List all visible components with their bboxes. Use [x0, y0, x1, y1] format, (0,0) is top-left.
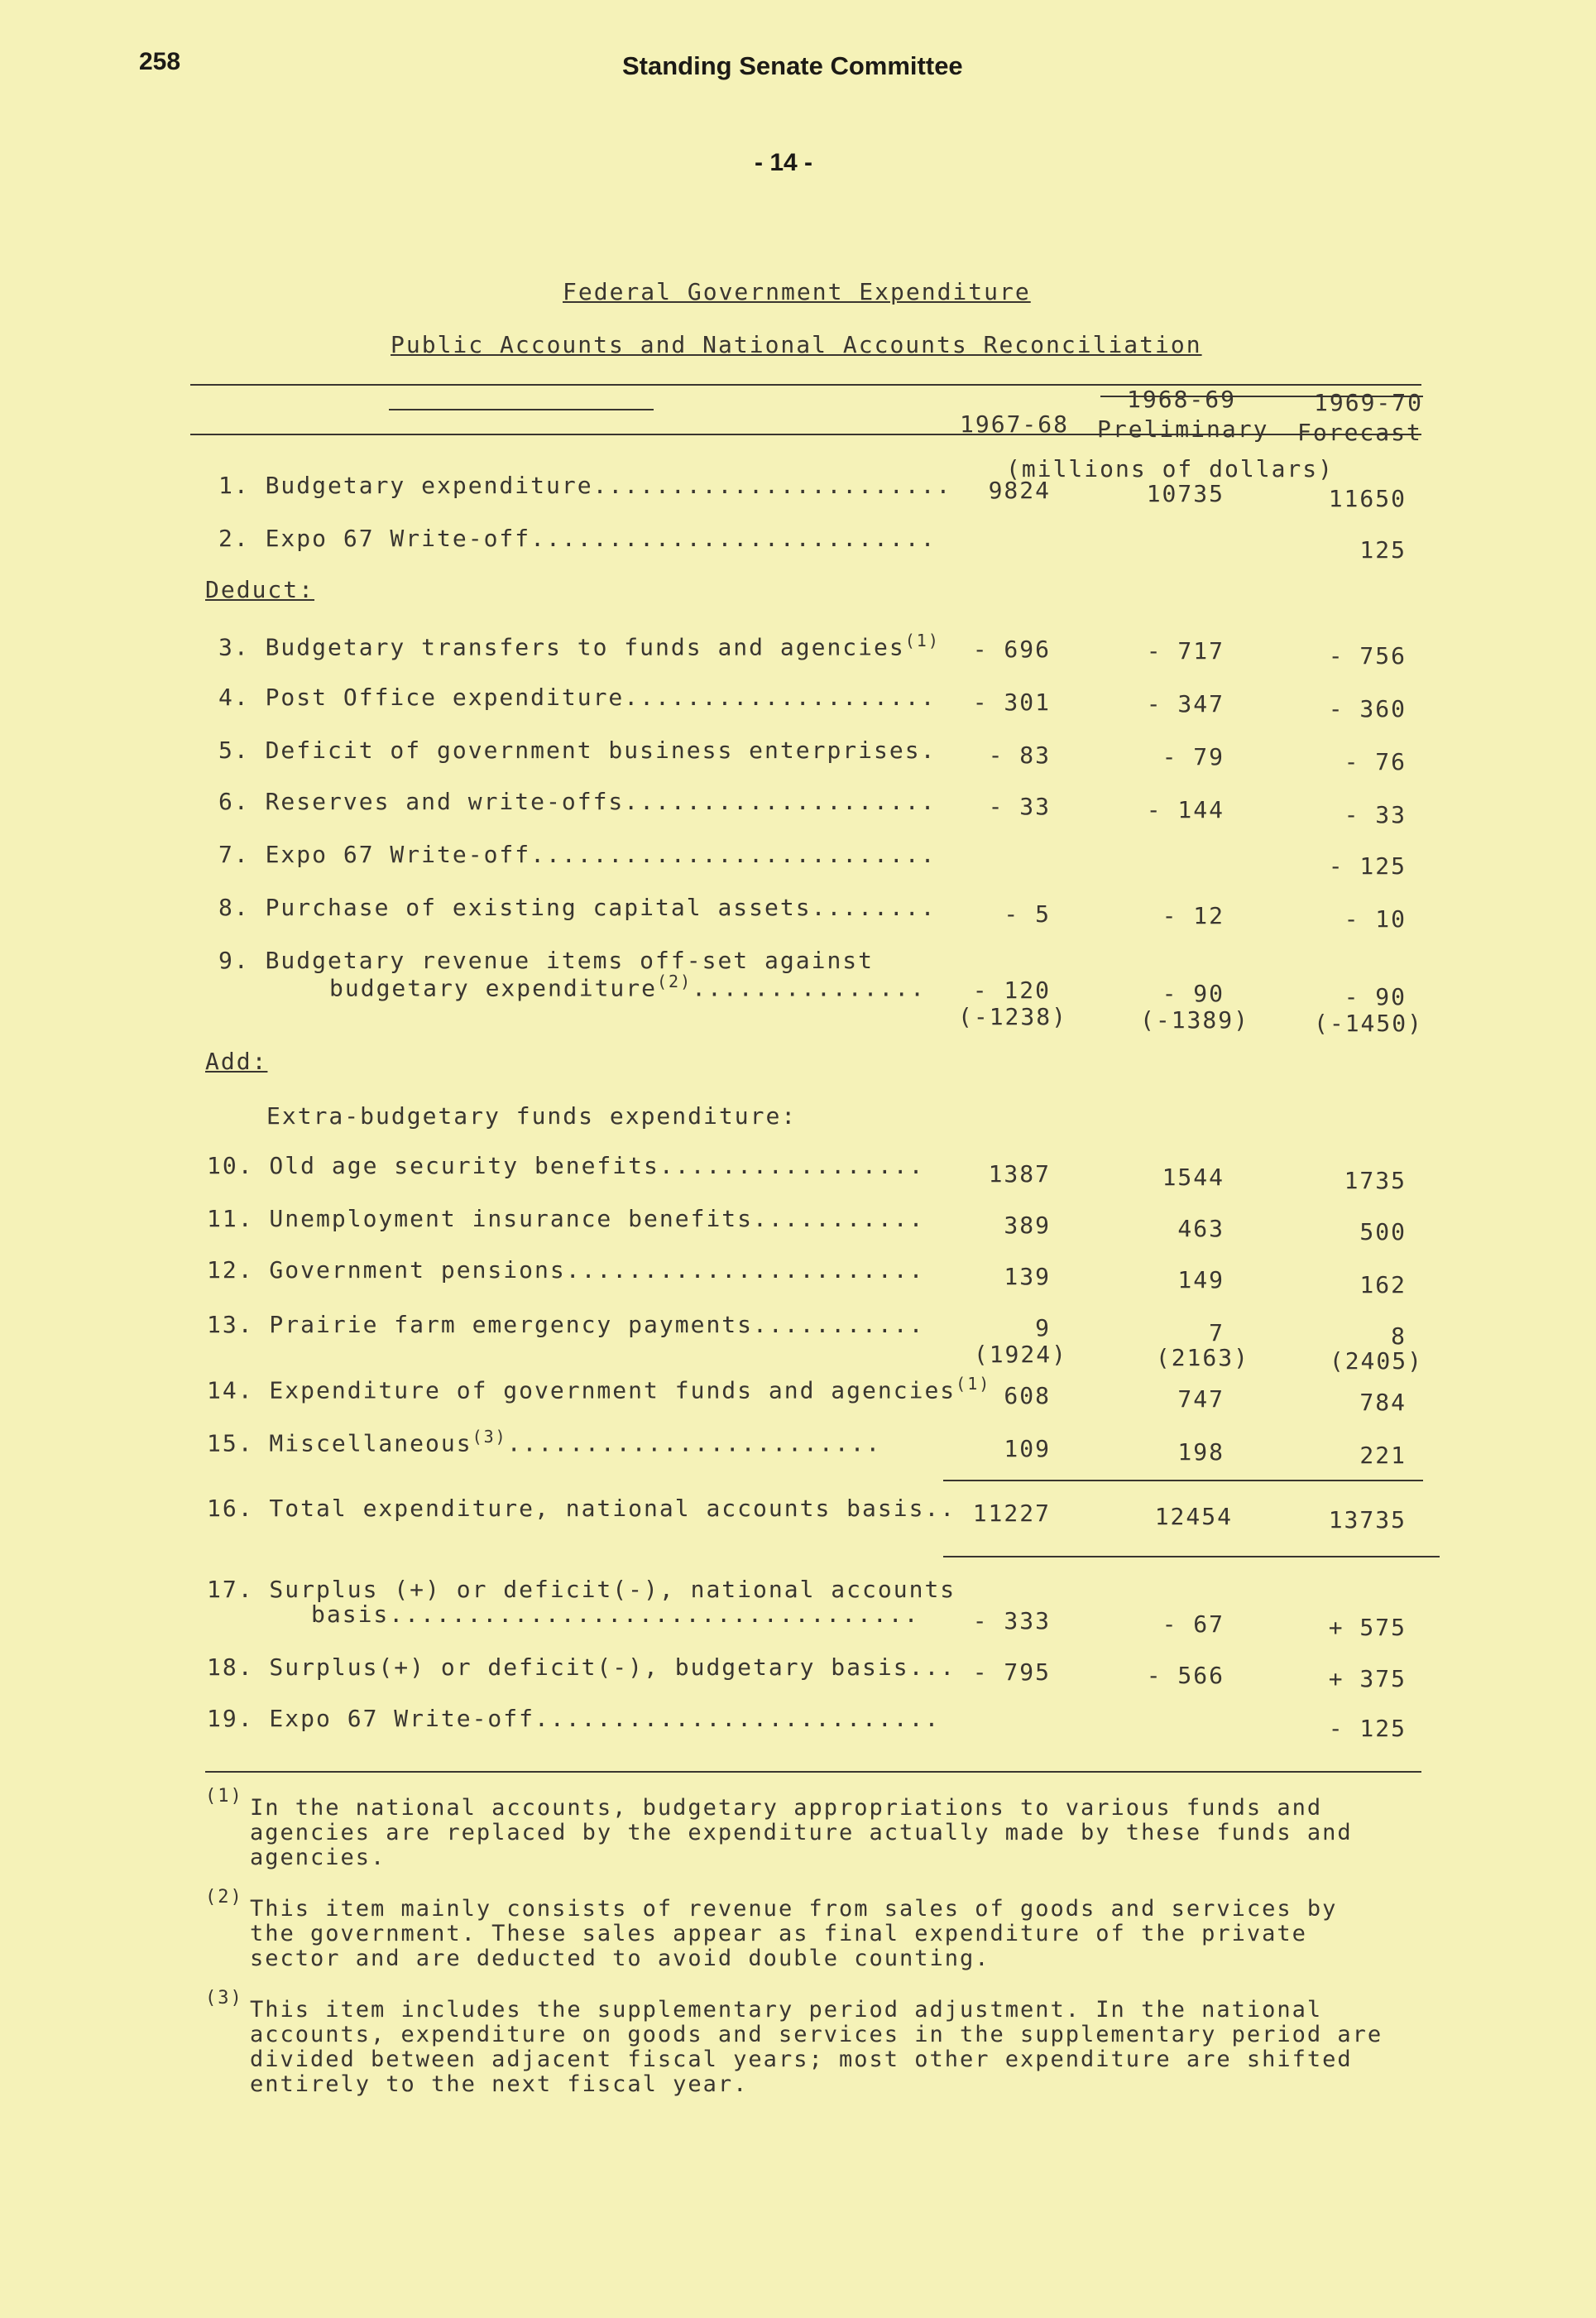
- row-18-v1: - 795: [972, 1658, 1051, 1686]
- section-extra-budgetary: Extra-budgetary funds expenditure:: [266, 1102, 798, 1130]
- row-11-label: 11. Unemployment insurance benefits...........: [207, 1205, 925, 1232]
- footnote-2-mark: (2): [205, 1887, 243, 1908]
- row-1-v3: 11650: [1328, 485, 1407, 512]
- sheet-number: - 14 -: [755, 149, 813, 176]
- row-17-label-cont: basis..................................: [311, 1601, 920, 1628]
- row-9-v1: - 120: [972, 977, 1051, 1004]
- row-17-v1: - 333: [972, 1607, 1051, 1634]
- row-13-label: 13. Prairie farm emergency payments...........: [207, 1311, 925, 1338]
- row-16-v3: 13735: [1328, 1506, 1407, 1533]
- row-1-v2: 10735: [1146, 480, 1225, 507]
- row-8-v1: - 5: [1004, 900, 1051, 928]
- row-12-v1: 139: [1004, 1263, 1051, 1290]
- row-6-v3: - 33: [1344, 801, 1407, 828]
- col3-year: 1969-70: [1314, 389, 1424, 416]
- row-2-label: 2. Expo 67 Write-off..........................: [218, 525, 937, 552]
- row-1-label: 1. Budgetary expenditure.......................: [218, 472, 952, 499]
- footnote-1-text: In the national accounts, budgetary appropriations to various funds and agencies are replaced by the expenditure actually made by these funds and agencies.: [250, 1795, 1353, 1870]
- col1-year: 1967-68: [960, 410, 1070, 438]
- row-18-label: 18. Surplus(+) or deficit(-), budgetary basis...: [207, 1653, 956, 1681]
- row-17-v2: - 67: [1162, 1610, 1225, 1638]
- row-4-label: 4. Post Office expenditure....................: [218, 684, 937, 711]
- section-add: Add:: [205, 1048, 268, 1075]
- row-5-label: 5. Deficit of government business enterprises.: [218, 737, 937, 764]
- row-4-v1: - 301: [972, 689, 1051, 716]
- row-19-label: 19. Expo 67 Write-off..........................: [207, 1705, 941, 1732]
- rule-top: [190, 384, 1421, 386]
- subtotal-add-2: (2163): [1155, 1344, 1249, 1371]
- footnote-3-text: This item includes the supplementary period adjustment. In the national accounts, expenditure on goods and services in the supplementary period are divided between adjacent fiscal years; most other expenditure are shifted entirely to the next fiscal year.: [250, 1997, 1383, 2097]
- row-4-v2: - 347: [1146, 690, 1225, 717]
- row-14-v3: 784: [1359, 1389, 1407, 1416]
- row-15-v3: 221: [1359, 1442, 1407, 1469]
- rule-label-header: [389, 409, 654, 410]
- row-9-v3: - 90: [1344, 983, 1407, 1010]
- row-11-v1: 389: [1004, 1212, 1051, 1239]
- col2-label: Preliminary: [1097, 415, 1269, 443]
- row-3-v3: - 756: [1328, 642, 1407, 669]
- row-19-v3: - 125: [1328, 1715, 1407, 1742]
- footnote-2-text: This item mainly consists of revenue from sales of goods and services by the government. These sales appear as final expenditure of the private sector and are deducted to avoid double counting.: [250, 1896, 1338, 1971]
- row-17-v3: + 575: [1328, 1614, 1407, 1641]
- row-4-v3: - 360: [1328, 695, 1407, 722]
- row-16-v2: 12454: [1154, 1503, 1233, 1530]
- row-8-v3: - 10: [1344, 905, 1407, 933]
- row-13-v1: 9: [1035, 1314, 1051, 1341]
- subtotal-add-1: (1924): [973, 1341, 1067, 1368]
- row-9-label: 9. Budgetary revenue items off-set against: [218, 947, 875, 974]
- row-14-label: 14. Expenditure of government funds and agencies$^{(1)}$: [207, 1374, 991, 1404]
- running-title: Standing Senate Committee: [622, 51, 963, 80]
- rule-total-bottom: [943, 1556, 1440, 1557]
- footnote-3-mark: (3): [205, 1988, 243, 2008]
- table-subtitle: Public Accounts and National Accounts Reconciliation: [391, 331, 1202, 358]
- row-11-v3: 500: [1359, 1218, 1407, 1245]
- row-12-v3: 162: [1359, 1271, 1407, 1298]
- row-6-v2: - 144: [1146, 796, 1225, 823]
- row-3-label: 3. Budgetary transfers to funds and agencies$^{(1)}$: [218, 631, 940, 661]
- row-15-v1: 109: [1004, 1435, 1051, 1462]
- row-3-v2: - 717: [1146, 637, 1225, 665]
- row-10-v3: 1735: [1344, 1167, 1407, 1194]
- col2-year: 1968-69: [1127, 386, 1237, 413]
- row-9-v2: - 90: [1162, 980, 1225, 1007]
- subtotal-add-3: (2405): [1329, 1347, 1423, 1375]
- row-10-label: 10. Old age security benefits.................: [207, 1152, 925, 1179]
- row-11-v2: 463: [1177, 1215, 1225, 1242]
- row-15-v2: 198: [1177, 1438, 1225, 1466]
- row-7-v3: - 125: [1328, 852, 1407, 880]
- row-14-v1: 608: [1004, 1382, 1051, 1409]
- row-5-v2: - 79: [1162, 743, 1225, 770]
- row-17-label: 17. Surplus (+) or deficit(-), national accounts: [207, 1576, 956, 1603]
- row-8-v2: - 12: [1162, 902, 1225, 929]
- row-13-v2: 7: [1209, 1319, 1225, 1346]
- row-5-v1: - 83: [988, 741, 1051, 769]
- row-18-v2: - 566: [1146, 1662, 1225, 1689]
- row-2-v3: 125: [1359, 536, 1407, 564]
- table-title: Federal Government Expenditure: [563, 278, 1031, 305]
- row-10-v2: 1544: [1162, 1164, 1225, 1191]
- row-6-label: 6. Reserves and write-offs....................: [218, 788, 937, 815]
- row-6-v1: - 33: [988, 793, 1051, 820]
- row-1-v1: 9824: [988, 477, 1051, 504]
- subtotal-deduct-2: (-1389): [1139, 1006, 1249, 1034]
- col3-label: Forecast: [1297, 419, 1422, 446]
- row-10-v1: 1387: [988, 1160, 1051, 1188]
- row-3-v1: - 696: [972, 636, 1051, 663]
- row-14-v2: 747: [1177, 1385, 1225, 1413]
- row-12-label: 12. Government pensions.......................: [207, 1256, 925, 1284]
- units-label: (millions of dollars): [1006, 455, 1335, 482]
- rule-footnotes: [205, 1771, 1421, 1773]
- row-16-v1: 11227: [972, 1500, 1051, 1527]
- subtotal-deduct-1: (-1238): [957, 1003, 1067, 1030]
- row-9-label-cont: budgetary expenditure$^{(2)}$...............: [329, 972, 927, 1002]
- row-12-v2: 149: [1177, 1266, 1225, 1293]
- row-16-label: 16. Total expenditure, national accounts basis..: [207, 1495, 956, 1522]
- rule-total-top: [943, 1480, 1423, 1481]
- page-number: 258: [139, 48, 181, 75]
- row-13-v3: 8: [1391, 1322, 1407, 1350]
- section-deduct: Deduct:: [205, 576, 315, 603]
- row-15-label: 15. Miscellaneous$^{(3)}$........................: [207, 1427, 882, 1457]
- subtotal-deduct-3: (-1450): [1313, 1010, 1423, 1037]
- row-8-label: 8. Purchase of existing capital assets........: [218, 894, 937, 921]
- row-5-v3: - 76: [1344, 748, 1407, 775]
- row-7-label: 7. Expo 67 Write-off..........................: [218, 841, 937, 868]
- row-18-v3: + 375: [1328, 1665, 1407, 1692]
- footnote-1-mark: (1): [205, 1786, 243, 1807]
